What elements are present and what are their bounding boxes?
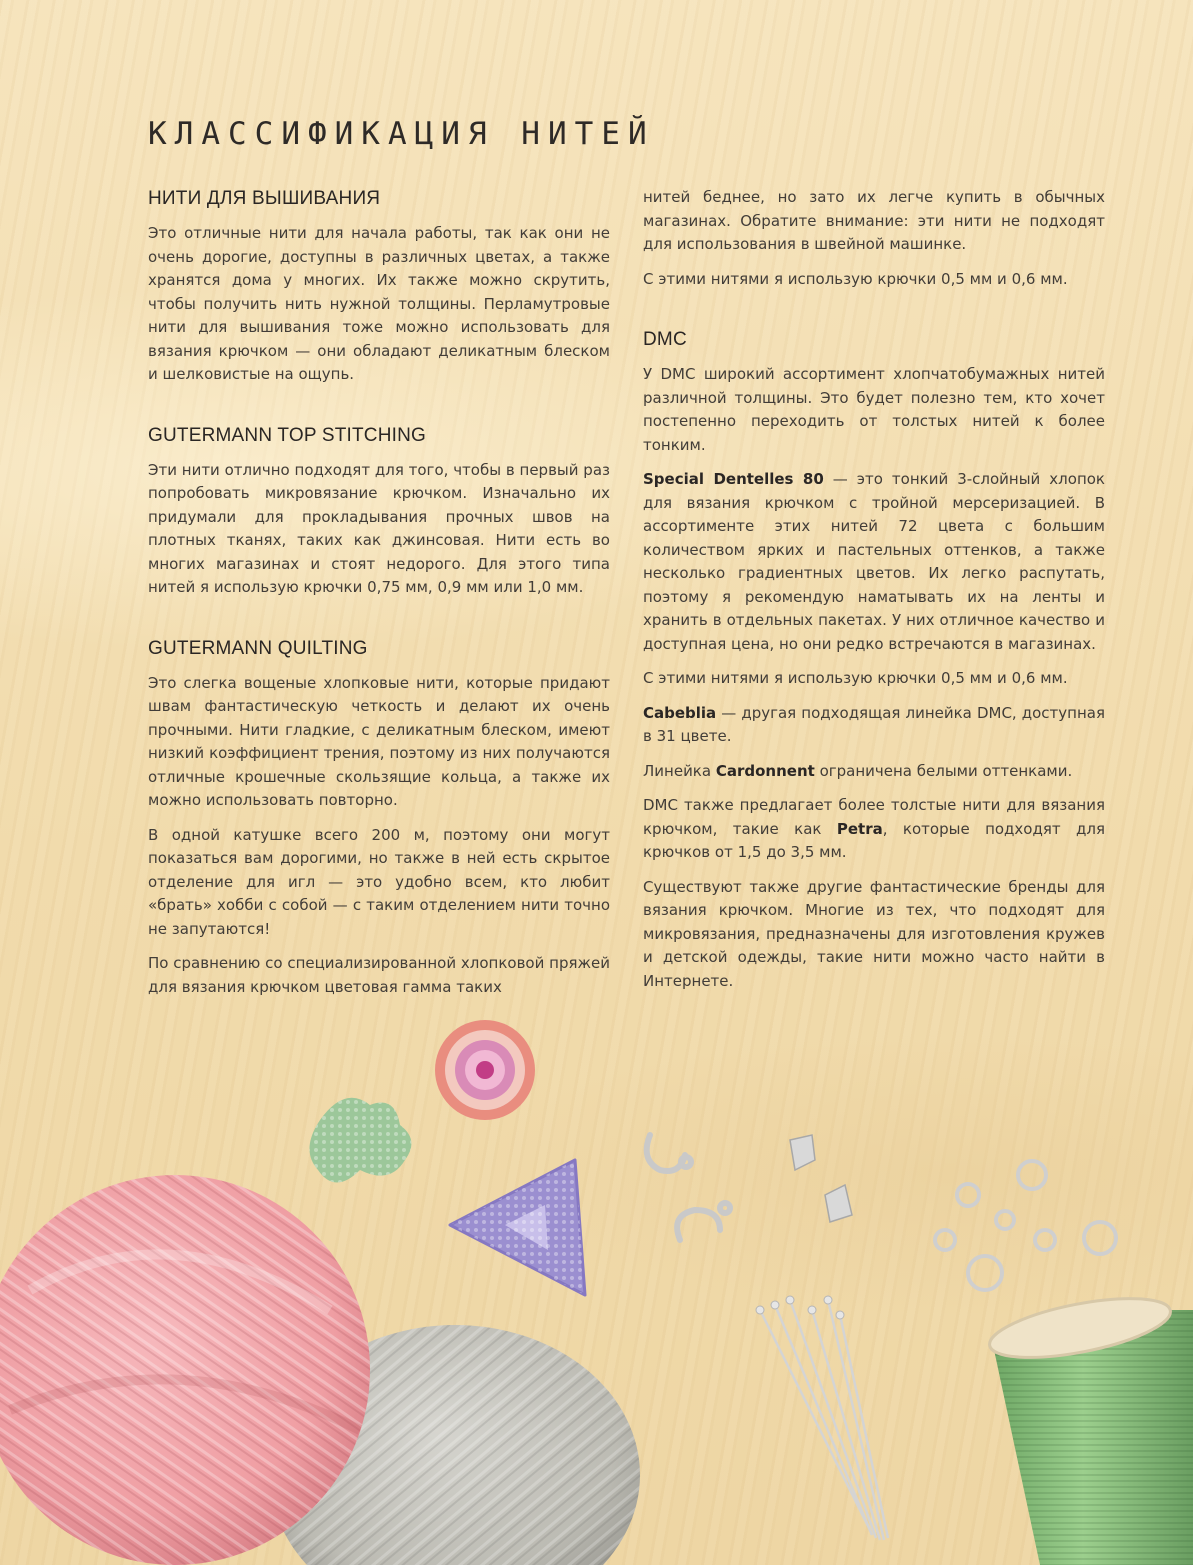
left-column [148,188,610,1010]
section-heading: GUTERMANN QUILTING [148,637,368,659]
text: , которые подходят для крючков от 1,5 до 3,5 мм. [643,819,1105,861]
section-heading: DMC [643,329,687,350]
brand-name: Special Dentelles 80 [643,470,824,488]
text: Линейка [643,761,716,780]
text: DMC также предлагает более толстые нити для вязания крючком, такие как [643,796,1105,838]
page-title: КЛАССИФИКАЦИЯ НИТЕЙ [148,116,655,152]
paragraph-special-dentelles [643,468,1105,656]
paragraph-hooks-note: С этими нитями я использую крючки 0,5 мм и 0,6 мм. [643,669,1068,687]
section-gutermann-quilting [148,638,610,1000]
right-column [643,186,1105,1004]
paragraph: В одной катушке всего 200 м, поэтому они могут показаться вам дорогими, но также в ней есть скрытое отделение для игл — это удобно всем, кто любит «брать» хобби с собой — с таким отделением нити точно не запутаются! [148,825,610,938]
paragraph-hooks-note: С этими нитями я использую крючки 0,5 мм и 0,6 мм. [643,269,1068,288]
brand-name: Cardonnent [715,761,815,780]
bead-cap [790,1135,852,1222]
section-heading: НИТИ ДЛЯ ВЫШИВАНИЯ [148,188,381,209]
section-heading: GUTERMANN TOP STITCHING [148,424,427,446]
head-pins [756,1296,888,1540]
paragraph: Это отличные нити для начала работы, так как они не очень дорогие, доступны в различных цветах, а также хранятся дома у многих. Их также можно скрутить, чтобы получить нить нужной толщины. Перламутровые нити для вышивания тоже можно использовать для вязания крючком — они обладают деликатным блеском и шелковистые на ощупь. [148,224,610,383]
text: — это тонкий 3-слойный хлопок для вязания крючком с тройной мерсеризацией. В ассортименте этих нитей 72 цвета с большим количеством ярких и пастельных оттенков, а также несколько градиентных цветов. Их легко распутать, поэтому я рекомендую наматывать их на ленты и хранить в отдельных пакетах. У них отличное качество и доступная цена, но они редко встречаются в магазинах. [643,470,1105,653]
paragraph: Существуют также другие фантастические бренды для вязания крючком. Многие из тех, что подходят для микровязания, предназначены для изготовления кружев и детской одежды, такие нити можно часто найти в Интернете. [643,877,1105,990]
paragraph: По сравнению со специализированной хлопковой пряжей для вязания крючком цветовая гамма таких [148,954,610,996]
text: — другая подходящая линейка DMC, доступная в 31 цвете. [643,703,1105,745]
coral-round-motif [435,1020,535,1120]
lilac-triangle-motif [450,1160,585,1295]
craft-supplies-photo [0,1010,1193,1565]
mint-leaf-motif [309,1098,411,1183]
paragraph: Эти нити отлично подходят для того, чтобы в первый раз попробовать микровязание крючком. Изначально их придумали для прокладывания прочных швов на плотных тканях, таких как джинсовая. Нити есть во многих магазинах и стоят недорого. Для этого типа нитей я использую крючки 0,75 мм, 0,9 мм или 1,0 мм. [148,460,610,596]
paragraph-petra [643,794,1105,865]
section-embroidery-threads [148,188,610,387]
paragraph: Это слегка вощеные хлопковые нити, которые придают швам фантастическую четкость и делают их очень прочными. Нити гладкие, с деликатным блеском, имеют низкий коэффициент трения, поэтому из них получаются отличные крошечные скользящие кольца, а также их можно использовать повторно. [148,673,610,809]
paragraph-cabeblia [643,702,1105,749]
paragraph-cardonnent [643,760,1105,784]
jump-rings [935,1161,1116,1290]
text: ограничена белыми оттенками. [814,761,1073,780]
paragraph: У DMC широкий ассортимент хлопчатобумажных нитей различной толщины. Это будет полезно тем, кто хочет постепенно переходить от толстых нитей к более тонким. [643,365,1105,454]
green-thread-spool [985,1287,1193,1565]
brand-name: Cabeblia [643,703,717,722]
section-dmc [643,329,1105,993]
paragraph-continuation: нитей беднее, но зато их легче купить в обычных магазинах. Обратите внимание: эти нити не подходят для использования в швейной машинке. [643,188,1105,253]
section-gutermann-top-stitching [148,425,610,600]
lobster-clasp [647,1135,730,1240]
brand-name: Petra [836,819,883,838]
